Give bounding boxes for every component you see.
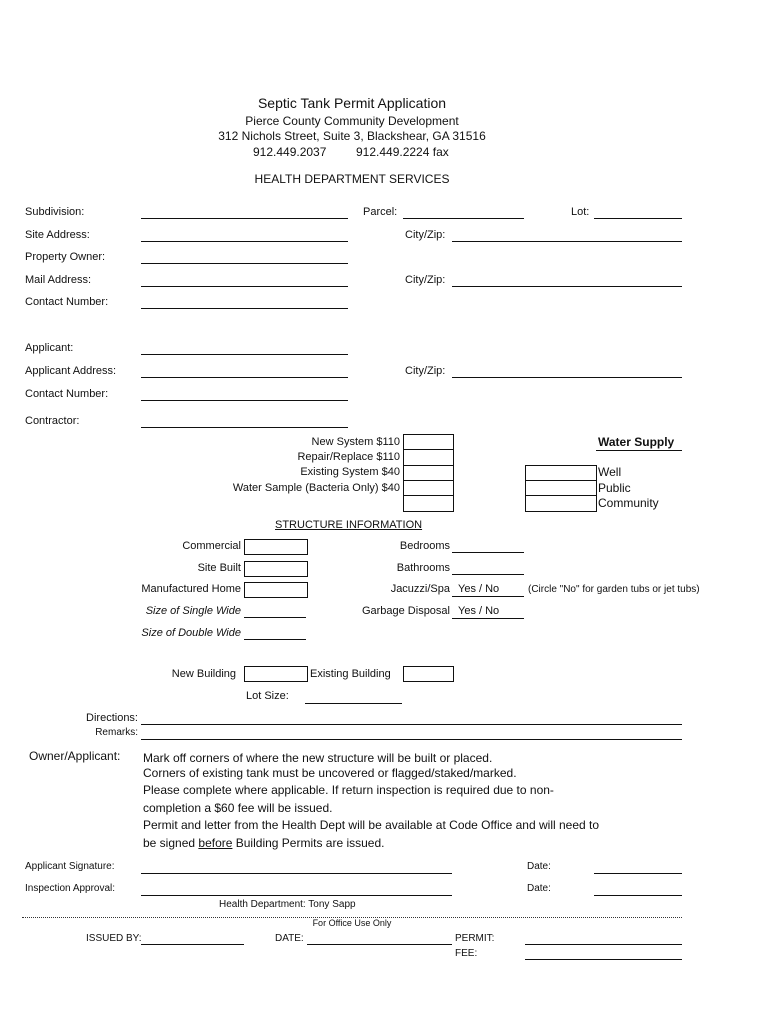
permit-field[interactable] — [525, 944, 682, 945]
office-date-label: DATE: — [275, 933, 304, 944]
site-built-checkbox[interactable] — [244, 561, 308, 577]
fee-new-system-label: New System $110 — [311, 436, 400, 448]
applicant-city-zip-field[interactable] — [452, 377, 682, 378]
manufactured-home-label: Manufactured Home — [141, 583, 241, 595]
single-wide-field[interactable] — [244, 617, 306, 618]
lot-label: Lot: — [571, 206, 590, 218]
instruction-line-4: completion a $60 fee will be issued. — [143, 801, 333, 815]
instruction-line-2: Corners of existing tank must be uncovered or flagged/staked/marked. — [143, 766, 517, 780]
permit-label: PERMIT: — [455, 933, 495, 944]
fee-water-sample-label: Water Sample (Bacteria Only) $40 — [232, 482, 400, 494]
applicant-date-label: Date: — [527, 861, 551, 872]
jacuzzi-label: Jacuzzi/Spa — [390, 583, 450, 595]
applicant-contact-label: Contact Number: — [25, 388, 109, 400]
fee-extra-checkbox[interactable] — [403, 495, 454, 512]
mail-address-label: Mail Address: — [25, 274, 92, 286]
single-wide-label: Size of Single Wide — [145, 605, 241, 617]
double-wide-label: Size of Double Wide — [141, 627, 241, 639]
instruction-line-1: Mark off corners of where the new structure will be built or placed. — [143, 751, 493, 765]
applicant-city-zip-label: City/Zip: — [405, 365, 446, 377]
owner-applicant-label: Owner/Applicant: — [29, 749, 121, 763]
mail-address-field[interactable] — [141, 286, 348, 287]
directions-field[interactable] — [141, 724, 682, 725]
applicant-date-field[interactable] — [594, 873, 682, 874]
owner-contact-field[interactable] — [141, 308, 348, 309]
water-community-checkbox[interactable] — [525, 495, 597, 512]
lot-field[interactable] — [594, 218, 682, 219]
org-phone: 912.449.2037 — [253, 145, 327, 159]
lot-size-label: Lot Size: — [246, 690, 289, 702]
site-address-field[interactable] — [141, 241, 348, 242]
existing-building-label: Existing Building — [310, 668, 391, 680]
applicant-signature-label: Applicant Signature: — [25, 861, 115, 872]
health-dept-contact: Health Department: Tony Sapp — [219, 899, 356, 910]
instruction-line-6-pre: be signed — [143, 836, 199, 850]
remarks-field[interactable] — [141, 739, 682, 740]
contractor-field[interactable] — [141, 427, 348, 428]
applicant-label: Applicant: — [25, 342, 74, 354]
issued-by-field[interactable] — [141, 944, 244, 945]
issued-by-label: ISSUED BY: — [86, 933, 142, 944]
structure-heading: STRUCTURE INFORMATION — [275, 519, 423, 531]
jacuzzi-note: (Circle "No" for garden tubs or jet tubs) — [528, 584, 700, 595]
garbage-disposal-field — [452, 618, 524, 619]
directions-label: Directions: — [86, 712, 138, 724]
site-city-zip-label: City/Zip: — [405, 229, 446, 241]
page-title: Septic Tank Permit Application — [257, 95, 447, 111]
water-supply-heading: Water Supply — [598, 435, 675, 449]
bathrooms-label: Bathrooms — [396, 562, 450, 574]
org-fax: 912.449.2224 fax — [356, 145, 449, 159]
inspection-approval-field[interactable] — [141, 895, 452, 896]
double-wide-field[interactable] — [244, 639, 306, 640]
instruction-line-3: Please complete where applicable. If return inspection is required due to non- — [143, 783, 554, 797]
parcel-label: Parcel: — [363, 206, 398, 218]
instruction-line-6 — [143, 836, 385, 850]
subdivision-field[interactable] — [141, 218, 348, 219]
office-use-heading: For Office Use Only — [312, 918, 392, 928]
inspection-date-field[interactable] — [594, 895, 682, 896]
instruction-line-5: Permit and letter from the Health Dept will be available at Code Office and will need to — [143, 818, 600, 832]
lot-size-field[interactable] — [305, 703, 402, 704]
water-supply-underline — [596, 450, 682, 451]
manufactured-home-checkbox[interactable] — [244, 582, 308, 598]
fee-label: FEE: — [455, 948, 478, 959]
commercial-label: Commercial — [182, 540, 241, 552]
inspection-approval-label: Inspection Approval: — [25, 883, 116, 894]
bedrooms-field[interactable] — [452, 552, 524, 553]
new-building-checkbox[interactable] — [244, 666, 308, 682]
org-address: 312 Nichols Street, Suite 3, Blackshear, GA 31516 — [218, 129, 486, 143]
water-well-label: Well — [598, 465, 622, 479]
garbage-disposal-label: Garbage Disposal — [361, 605, 450, 617]
fee-existing-label: Existing System $40 — [300, 466, 400, 478]
fee-field[interactable] — [525, 959, 682, 960]
jacuzzi-yes-no[interactable]: Yes / No — [458, 583, 500, 595]
inspection-date-label: Date: — [527, 883, 551, 894]
applicant-signature-field[interactable] — [141, 873, 452, 874]
mail-city-zip-field[interactable] — [452, 286, 682, 287]
applicant-address-field[interactable] — [141, 377, 348, 378]
remarks-label: Remarks: — [95, 727, 138, 738]
site-address-label: Site Address: — [25, 229, 90, 241]
water-community-label: Community — [598, 496, 659, 510]
fee-repair-checkbox[interactable] — [403, 449, 454, 466]
office-date-field[interactable] — [307, 944, 452, 945]
applicant-field[interactable] — [141, 354, 348, 355]
department-heading: HEALTH DEPARTMENT SERVICES — [254, 172, 450, 186]
applicant-contact-field[interactable] — [141, 400, 348, 401]
instruction-line-6-post: Building Permits are issued. — [232, 836, 385, 850]
jacuzzi-field — [452, 596, 524, 597]
mail-city-zip-label: City/Zip: — [405, 274, 446, 286]
instruction-line-6-before: before — [198, 836, 233, 850]
fee-repair-label: Repair/Replace $110 — [297, 451, 400, 463]
existing-building-checkbox[interactable] — [403, 666, 454, 682]
garbage-disposal-yes-no[interactable]: Yes / No — [458, 605, 500, 617]
water-public-label: Public — [598, 481, 631, 495]
applicant-address-label: Applicant Address: — [25, 365, 117, 377]
subdivision-label: Subdivision: — [25, 206, 85, 218]
property-owner-field[interactable] — [141, 263, 348, 264]
bedrooms-label: Bedrooms — [399, 540, 450, 552]
bathrooms-field[interactable] — [452, 574, 524, 575]
contractor-label: Contractor: — [25, 415, 80, 427]
property-owner-label: Property Owner: — [25, 251, 106, 263]
org-name: Pierce County Community Development — [245, 114, 459, 128]
site-city-zip-field[interactable] — [452, 241, 682, 242]
site-built-label: Site Built — [197, 562, 241, 574]
new-building-label: New Building — [171, 668, 236, 680]
commercial-checkbox[interactable] — [244, 539, 308, 555]
parcel-field[interactable] — [403, 218, 524, 219]
owner-contact-label: Contact Number: — [25, 296, 109, 308]
